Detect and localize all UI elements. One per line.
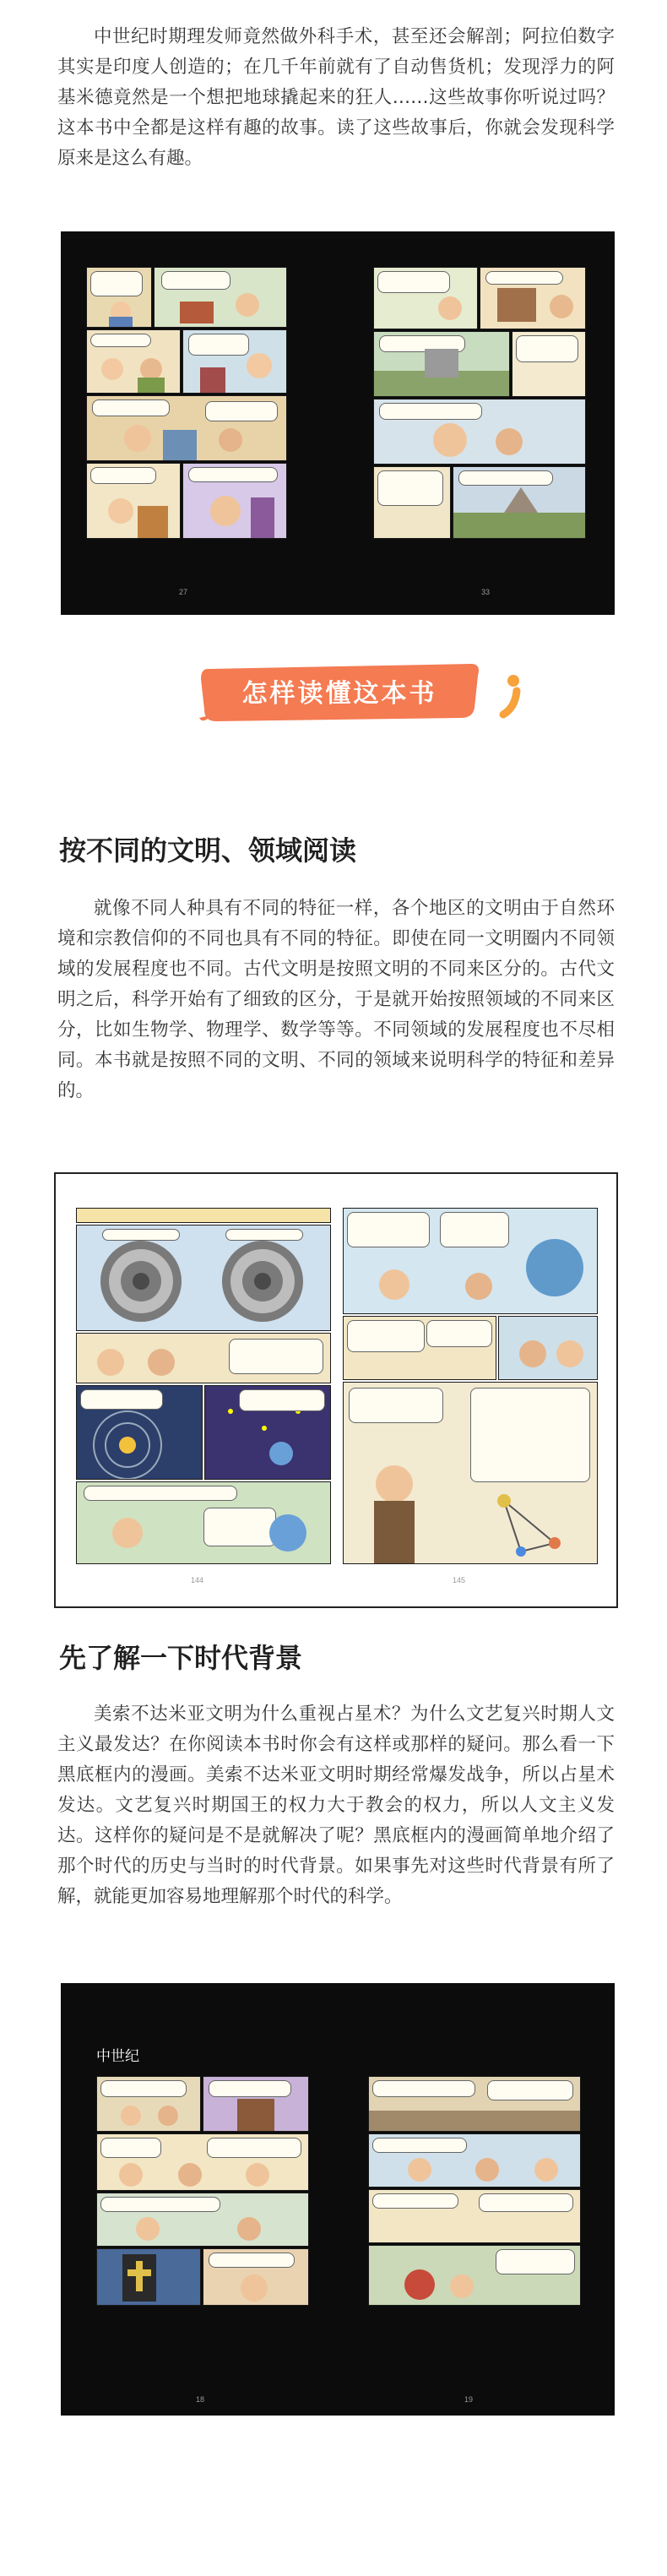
comic-panel	[76, 1333, 331, 1383]
comic-panel	[182, 329, 287, 394]
comic-panel	[96, 2248, 201, 2306]
comic-panel	[96, 2193, 309, 2247]
comic-panel	[453, 466, 586, 539]
page-number-right: 19	[464, 2395, 474, 2404]
page-number-right: 145	[453, 1576, 466, 1584]
comic-panel	[368, 2189, 581, 2243]
comic-spread-2	[54, 1172, 618, 1608]
comic-spread-1	[61, 231, 615, 615]
section-title-civilization: 按不同的文明、领域阅读	[59, 834, 357, 867]
comic-panel	[373, 466, 451, 539]
how-to-read-banner	[196, 659, 534, 726]
comic-panel	[96, 2076, 201, 2132]
comic-caption	[76, 1208, 331, 1223]
comic-panel	[498, 1316, 598, 1380]
page-number-left: 18	[196, 2395, 205, 2404]
comic-page-left	[76, 1208, 329, 1562]
comic-panel	[343, 1316, 496, 1380]
page-number-left: 144	[191, 1576, 204, 1584]
section-paragraph-civilization: 就像不同人种具有不同的特征一样，各个地区的文明由于自然环境和宗教信仰的不同也具有不同的特征。即使在同一文明圈内不同领域的发展程度也不同。古代文明是按照文明的不同来区分的。古代文明之后，科学开始有了细致的区分，于是就开始按照领域的不同来区分，比如生物学、物理学、数学等等。不同领域的发展程度也不尽相同。本书就是按照不同的文明、不同的领域来说明科学的特征和差异的。	[57, 898, 615, 1101]
comic-panel	[204, 1385, 331, 1480]
comic-page-left	[96, 2076, 307, 2304]
section-paragraph-background: 美索不达米亚文明为什么重视占星术？为什么文艺复兴时期人文主义最发达？在你阅读本书时你会有这样或那样的疑问。那么看一下黑底框内的漫画。美索不达米亚文明时期经常爆发战争，所以占星术发达。文艺复兴时期国王的权力大于教会的权力，所以人文主义发达。这样你的疑问是不是就解决了呢？黑底框内的漫画简单地介绍了那个时代的历史与当时的时代背景。如果事先对这些时代背景有所了解，就能更加容易地理解那个时代的科学。	[57, 1704, 615, 1907]
comic-panel	[368, 2076, 581, 2132]
comic-panel	[373, 399, 586, 465]
comic-panel	[480, 267, 586, 329]
comic-panel	[182, 463, 287, 539]
comic-panel	[86, 329, 181, 394]
comic-panel	[86, 267, 152, 328]
comic-panel	[86, 463, 181, 539]
comic-panel	[76, 1481, 331, 1564]
era-label: 中世纪	[96, 2048, 139, 2065]
comic-panel	[373, 331, 510, 397]
comic-panel	[76, 1385, 203, 1480]
comic-panel	[76, 1225, 331, 1331]
comic-panel	[373, 267, 478, 329]
page-number-left: 27	[179, 588, 188, 596]
comic-panel	[203, 2076, 309, 2132]
comic-spread-3	[61, 1983, 615, 2416]
comic-page-right	[343, 1208, 596, 1562]
comic-panel	[512, 331, 586, 397]
intro-paragraph: 中世纪时期理发师竟然做外科手术，甚至还会解剖；阿拉伯数字其实是印度人创造的；在几千年前就有了自动售货机；发现浮力的阿基米德竟然是一个想把地球撬起来的狂人……这些故事你听说过吗？这本书中全都是这样有趣的故事。读了这些故事后，你就会发现科学原来是这么有趣。	[57, 26, 615, 169]
comic-panel	[368, 2133, 581, 2187]
comic-page-left	[86, 267, 285, 537]
comic-panel	[368, 2245, 581, 2306]
page-number-right: 33	[481, 588, 491, 596]
comic-panel	[203, 2248, 309, 2306]
section-title-background: 先了解一下时代背景	[59, 1642, 303, 1674]
comic-panel	[154, 267, 287, 328]
comic-panel	[96, 2133, 309, 2191]
comic-panel	[343, 1382, 598, 1564]
comic-page-right	[373, 267, 584, 537]
banner-title: 怎样读懂这本书	[241, 679, 437, 709]
comic-panel	[343, 1208, 598, 1314]
comic-panel	[86, 395, 287, 461]
comic-page-right	[368, 2076, 579, 2304]
